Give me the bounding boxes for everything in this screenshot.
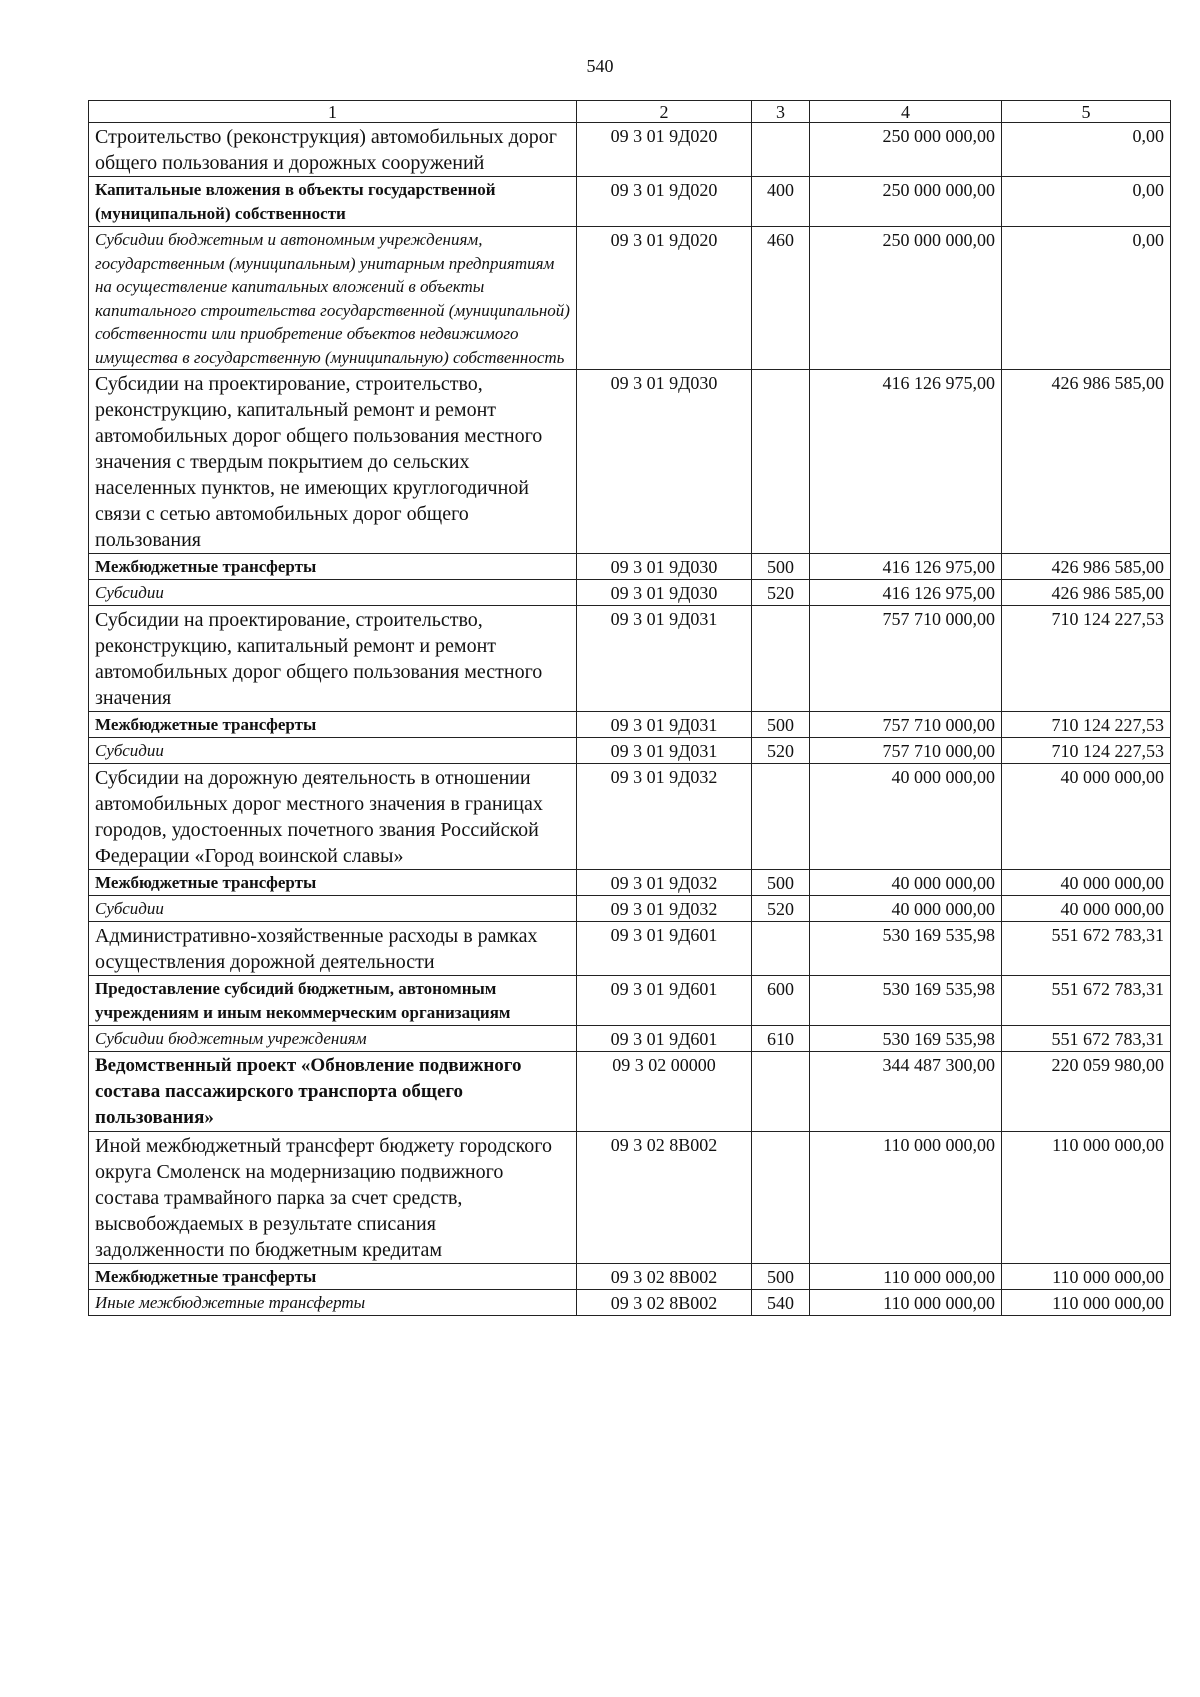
row-amount-year1-cell: 250 000 000,00 <box>810 227 1002 370</box>
table-row <box>89 177 1171 227</box>
row-amount-year1-cell: 530 169 535,98 <box>810 976 1002 1026</box>
row-name-cell: Ведомственный проект «Обновление подвижного состава пассажирского транспорта общего пользования» <box>89 1052 577 1132</box>
row-amount-year1-cell: 344 487 300,00 <box>810 1052 1002 1132</box>
row-name-cell: Субсидии бюджетным учреждениям <box>89 1026 577 1052</box>
row-expense-type-cell: 520 <box>752 738 810 764</box>
row-code-cell: 09 3 02 8В002 <box>577 1132 752 1264</box>
table-row <box>89 580 1171 606</box>
table-row <box>89 738 1171 764</box>
row-name-cell: Иной межбюджетный трансферт бюджету городского округа Смоленск на модернизацию подвижного состава трамвайного парка за счет средств, высвобождаемых в результате списания задолженности по бюджетным кредитам <box>89 1132 577 1264</box>
table-row <box>89 370 1171 554</box>
row-amount-year2-cell: 551 672 783,31 <box>1002 1026 1171 1052</box>
row-amount-year2-cell: 40 000 000,00 <box>1002 764 1171 870</box>
table-row <box>89 1264 1171 1290</box>
row-code-cell: 09 3 01 9Д601 <box>577 922 752 976</box>
row-amount-year1-cell: 530 169 535,98 <box>810 1026 1002 1052</box>
row-code-cell: 09 3 01 9Д031 <box>577 738 752 764</box>
row-name-cell: Предоставление субсидий бюджетным, автономным учреждениям и иным некоммерческим организациям <box>89 976 577 1026</box>
table-row <box>89 123 1171 177</box>
row-amount-year1-cell: 40 000 000,00 <box>810 870 1002 896</box>
row-amount-year1-cell: 530 169 535,98 <box>810 922 1002 976</box>
row-amount-year2-cell: 110 000 000,00 <box>1002 1290 1171 1316</box>
row-amount-year2-cell: 426 986 585,00 <box>1002 554 1171 580</box>
row-amount-year1-cell: 757 710 000,00 <box>810 606 1002 712</box>
table-row <box>89 227 1171 370</box>
row-code-cell: 09 3 01 9Д601 <box>577 976 752 1026</box>
row-expense-type-cell: 540 <box>752 1290 810 1316</box>
row-expense-type-cell: 610 <box>752 1026 810 1052</box>
row-amount-year2-cell: 40 000 000,00 <box>1002 896 1171 922</box>
row-name-cell: Административно-хозяйственные расходы в рамках осуществления дорожной деятельности <box>89 922 577 976</box>
row-code-cell: 09 3 01 9Д020 <box>577 227 752 370</box>
row-expense-type-cell: 500 <box>752 870 810 896</box>
table-row <box>89 712 1171 738</box>
row-code-cell: 09 3 01 9Д020 <box>577 177 752 227</box>
row-name-cell: Строительство (реконструкция) автомобильных дорог общего пользования и дорожных сооружений <box>89 123 577 177</box>
row-name-cell: Межбюджетные трансферты <box>89 1264 577 1290</box>
row-amount-year2-cell: 710 124 227,53 <box>1002 606 1171 712</box>
header-row <box>89 101 1171 123</box>
row-expense-type-cell: 500 <box>752 554 810 580</box>
row-amount-year2-cell: 551 672 783,31 <box>1002 976 1171 1026</box>
row-amount-year1-cell: 757 710 000,00 <box>810 712 1002 738</box>
row-name-cell: Межбюджетные трансферты <box>89 870 577 896</box>
row-amount-year1-cell: 40 000 000,00 <box>810 764 1002 870</box>
table-row <box>89 1132 1171 1264</box>
row-amount-year2-cell: 551 672 783,31 <box>1002 922 1171 976</box>
row-expense-type-cell: 460 <box>752 227 810 370</box>
row-code-cell: 09 3 01 9Д031 <box>577 712 752 738</box>
row-expense-type-cell <box>752 606 810 712</box>
row-amount-year1-cell: 416 126 975,00 <box>810 580 1002 606</box>
row-name-cell: Субсидии на дорожную деятельность в отношении автомобильных дорог местного значения в границах городов, удостоенных почетного звания Российской Федерации «Город воинской славы» <box>89 764 577 870</box>
row-name-cell: Субсидии <box>89 896 577 922</box>
row-amount-year2-cell: 426 986 585,00 <box>1002 580 1171 606</box>
row-expense-type-cell <box>752 123 810 177</box>
row-code-cell: 09 3 01 9Д601 <box>577 1026 752 1052</box>
row-code-cell: 09 3 01 9Д032 <box>577 764 752 870</box>
header-col-4: 4 <box>810 101 1002 123</box>
row-expense-type-cell: 400 <box>752 177 810 227</box>
table-row <box>89 976 1171 1026</box>
row-amount-year1-cell: 757 710 000,00 <box>810 738 1002 764</box>
table-row <box>89 554 1171 580</box>
page-number: 540 <box>586 56 614 76</box>
row-expense-type-cell <box>752 922 810 976</box>
row-code-cell: 09 3 02 00000 <box>577 1052 752 1132</box>
row-code-cell: 09 3 02 8В002 <box>577 1290 752 1316</box>
row-code-cell: 09 3 01 9Д032 <box>577 896 752 922</box>
row-amount-year2-cell: 220 059 980,00 <box>1002 1052 1171 1132</box>
row-amount-year2-cell: 710 124 227,53 <box>1002 712 1171 738</box>
row-code-cell: 09 3 01 9Д031 <box>577 606 752 712</box>
header-col-1: 1 <box>89 101 577 123</box>
row-code-cell: 09 3 01 9Д030 <box>577 580 752 606</box>
row-amount-year1-cell: 110 000 000,00 <box>810 1290 1002 1316</box>
row-code-cell: 09 3 02 8В002 <box>577 1264 752 1290</box>
row-code-cell: 09 3 01 9Д020 <box>577 123 752 177</box>
row-expense-type-cell: 500 <box>752 712 810 738</box>
row-expense-type-cell: 520 <box>752 896 810 922</box>
table-row <box>89 1052 1171 1132</box>
table-row <box>89 870 1171 896</box>
row-name-cell: Межбюджетные трансферты <box>89 554 577 580</box>
row-expense-type-cell <box>752 370 810 554</box>
table-row <box>89 922 1171 976</box>
row-code-cell: 09 3 01 9Д030 <box>577 554 752 580</box>
row-name-cell: Субсидии <box>89 580 577 606</box>
row-expense-type-cell: 520 <box>752 580 810 606</box>
row-amount-year1-cell: 250 000 000,00 <box>810 177 1002 227</box>
row-expense-type-cell <box>752 1132 810 1264</box>
row-amount-year1-cell: 416 126 975,00 <box>810 554 1002 580</box>
row-expense-type-cell: 600 <box>752 976 810 1026</box>
row-amount-year1-cell: 110 000 000,00 <box>810 1264 1002 1290</box>
row-amount-year2-cell: 0,00 <box>1002 123 1171 177</box>
row-amount-year2-cell: 0,00 <box>1002 227 1171 370</box>
row-name-cell: Субсидии на проектирование, строительство, реконструкцию, капитальный ремонт и ремонт автомобильных дорог общего пользования местного значения <box>89 606 577 712</box>
table-row <box>89 1290 1171 1316</box>
row-code-cell: 09 3 01 9Д030 <box>577 370 752 554</box>
row-amount-year2-cell: 0,00 <box>1002 177 1171 227</box>
row-name-cell: Межбюджетные трансферты <box>89 712 577 738</box>
row-name-cell: Капитальные вложения в объекты государственной (муниципальной) собственности <box>89 177 577 227</box>
row-amount-year2-cell: 40 000 000,00 <box>1002 870 1171 896</box>
row-amount-year1-cell: 110 000 000,00 <box>810 1132 1002 1264</box>
row-amount-year1-cell: 40 000 000,00 <box>810 896 1002 922</box>
table-row <box>89 764 1171 870</box>
row-expense-type-cell: 500 <box>752 1264 810 1290</box>
budget-table <box>88 100 1171 1316</box>
row-name-cell: Иные межбюджетные трансферты <box>89 1290 577 1316</box>
row-name-cell: Субсидии <box>89 738 577 764</box>
table-row <box>89 896 1171 922</box>
row-code-cell: 09 3 01 9Д032 <box>577 870 752 896</box>
row-amount-year1-cell: 250 000 000,00 <box>810 123 1002 177</box>
row-amount-year1-cell: 416 126 975,00 <box>810 370 1002 554</box>
table-row <box>89 1026 1171 1052</box>
header-col-5: 5 <box>1002 101 1171 123</box>
row-name-cell: Субсидии бюджетным и автономным учреждениям, государственным (муниципальным) унитарным предприятиям на осуществление капитальных вложений в объекты капитального строительства государственной (муниципальной) собственности или приобретение объектов недвижимого имущества в государственную (муниципальную) собственность <box>89 227 577 370</box>
row-amount-year2-cell: 110 000 000,00 <box>1002 1132 1171 1264</box>
header-col-2: 2 <box>577 101 752 123</box>
row-expense-type-cell <box>752 764 810 870</box>
row-expense-type-cell <box>752 1052 810 1132</box>
row-amount-year2-cell: 110 000 000,00 <box>1002 1264 1171 1290</box>
row-amount-year2-cell: 710 124 227,53 <box>1002 738 1171 764</box>
header-col-3: 3 <box>752 101 810 123</box>
row-name-cell: Субсидии на проектирование, строительство, реконструкцию, капитальный ремонт и ремонт автомобильных дорог общего пользования местного значения с твердым покрытием до сельских населенных пунктов, не имеющих круглогодичной связи с сетью автомобильных дорог общего пользования <box>89 370 577 554</box>
table-row <box>89 606 1171 712</box>
row-amount-year2-cell: 426 986 585,00 <box>1002 370 1171 554</box>
